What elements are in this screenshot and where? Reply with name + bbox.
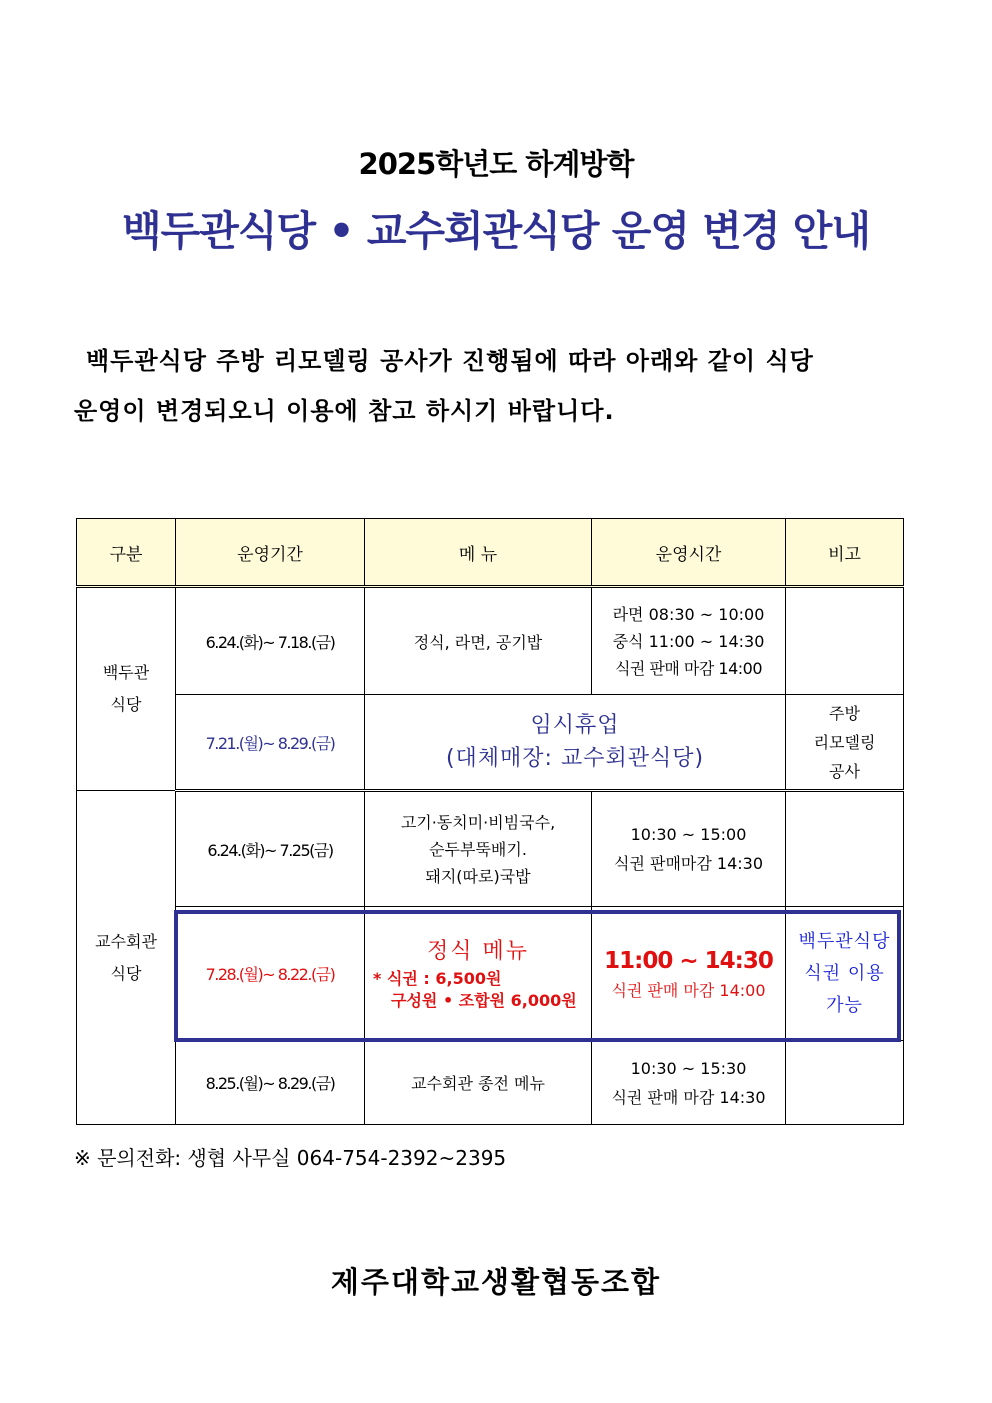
header-menu: 메 뉴 <box>365 519 592 587</box>
schedule-table <box>76 518 904 1125</box>
hours-cell: 10:30 ~ 15:30 식권 판매 마감 14:30 <box>592 1041 786 1125</box>
period-cell: 7.28.(월)~ 8.22.(금) <box>176 907 365 1041</box>
note-cell: 주방 리모델링 공사 <box>786 695 904 791</box>
contact-info: ※ 문의전화: 생협 사무실 064-754-2392~2395 <box>74 1146 507 1170</box>
closure-cell: 임시휴업 (대체매장: 교수회관식당) <box>365 695 786 791</box>
table-row <box>77 791 904 907</box>
menu-cell: 교수회관 종전 메뉴 <box>365 1041 592 1125</box>
note-cell <box>786 1041 904 1125</box>
intro-line-2: 운영이 변경되오니 이용에 참고 하시기 바랍니다. <box>74 397 615 425</box>
intro-line-1: 백두관식당 주방 리모델링 공사가 진행됨에 따라 아래와 같이 식당 <box>86 347 814 375</box>
table-row <box>77 587 904 695</box>
header-category: 구분 <box>77 519 176 587</box>
menu-cell: 정식 메뉴 * 식권 : 6,500원 구성원 • 조합원 6,000원 <box>365 907 592 1041</box>
table-row <box>77 1041 904 1125</box>
note-cell: 백두관식당 식권 이용 가능 <box>786 907 904 1041</box>
note-cell <box>786 587 904 695</box>
header-note: 비고 <box>786 519 904 587</box>
hours-cell: 10:30 ~ 15:00 식권 판매마감 14:30 <box>592 791 786 907</box>
table-header-row <box>77 519 904 587</box>
period-cell: 6.24.(화)~ 7.25(금) <box>176 791 365 907</box>
period-cell: 8.25.(월)~ 8.29.(금) <box>176 1041 365 1125</box>
table-row-highlighted <box>77 907 904 1041</box>
organization-name: 제주대학교생활협동조합 <box>330 1265 662 1299</box>
menu-cell: 고기·동치미·비빔국수, 순두부뚝배기. 돼지(따로)국밥 <box>365 791 592 907</box>
menu-cell: 정식, 라면, 공기밥 <box>365 587 592 695</box>
intro-paragraph <box>74 336 924 436</box>
note-cell <box>786 791 904 907</box>
cafeteria-name-faculty: 교수회관 식당 <box>77 791 176 1125</box>
hours-cell: 11:00 ~ 14:30 식권 판매 마감 14:00 <box>592 907 786 1041</box>
hours-cell: 라면 08:30 ~ 10:00 중식 11:00 ~ 14:30 식권 판매 마감 14:00 <box>592 587 786 695</box>
table-row <box>77 695 904 791</box>
header-period: 운영기간 <box>176 519 365 587</box>
document-subtitle: 2025학년도 하계방학 <box>358 147 634 181</box>
period-cell: 7.21.(월)~ 8.29.(금) <box>176 695 365 791</box>
document-title: 백두관식당 • 교수회관식당 운영 변경 안내 <box>122 207 870 255</box>
cafeteria-name-baekdu: 백두관 식당 <box>77 587 176 791</box>
period-cell: 6.24.(화)~ 7.18.(금) <box>176 587 365 695</box>
header-hours: 운영시간 <box>592 519 786 587</box>
